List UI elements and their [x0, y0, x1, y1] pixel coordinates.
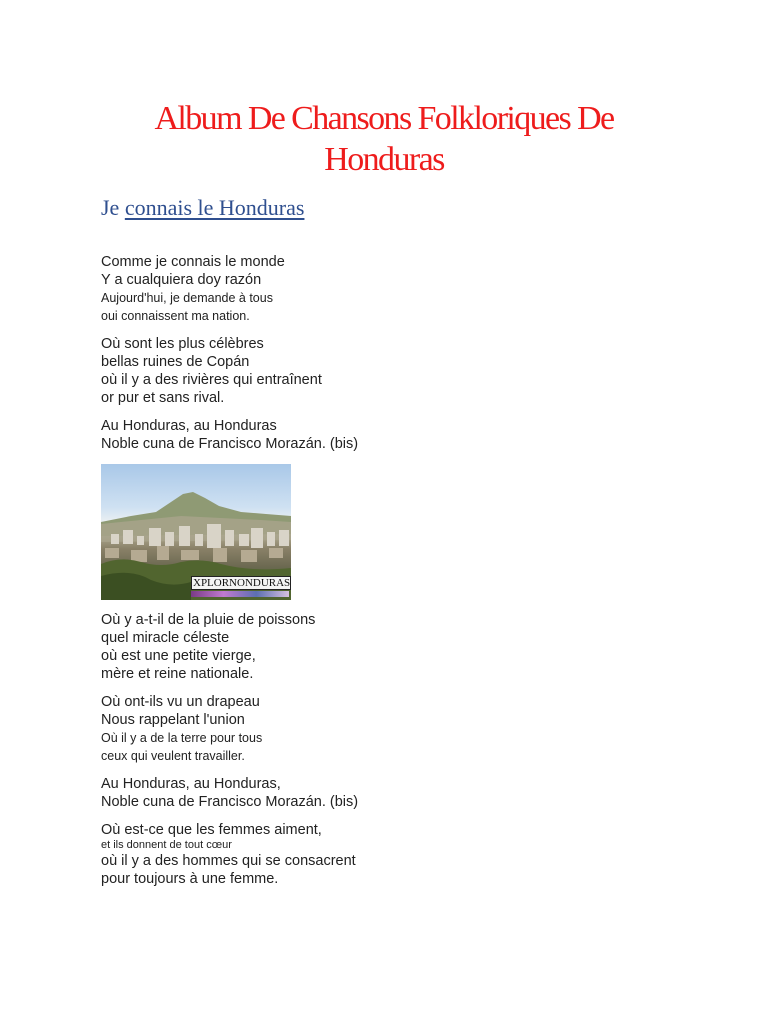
stanza-2 — [101, 335, 322, 407]
lyric-line: et ils donnent de tout cœur — [101, 839, 232, 851]
lyric-line: pour toujours à une femme. — [101, 871, 279, 887]
stanza-4 — [101, 693, 262, 765]
lyric-line: ceux qui veulent travailler. — [101, 749, 245, 763]
chorus-1 — [101, 417, 358, 453]
lyric-line: Comme je connais le monde — [101, 254, 285, 270]
lyric-line: où il y a des rivières qui entraînent — [101, 372, 322, 388]
lyric-line: Où ont-ils vu un drapeau — [101, 694, 260, 710]
lyric-line: mère et reine nationale. — [101, 666, 254, 682]
lyric-line: Où y a-t-il de la pluie de poissons — [101, 612, 316, 628]
lyric-line: oui connaissent ma nation. — [101, 309, 250, 323]
watermark-strip — [191, 591, 289, 597]
title-line-2: Honduras — [324, 141, 444, 178]
lyric-line: Où il y a de la terre pour tous — [101, 731, 263, 745]
song-title — [101, 195, 304, 221]
lyric-line: Y a cualquiera doy razón — [101, 272, 262, 288]
lyric-line: Au Honduras, au Honduras, — [101, 776, 281, 792]
lyric-line: Au Honduras, au Honduras — [101, 418, 277, 434]
lyric-line: or pur et sans rival. — [101, 390, 225, 406]
document-title — [100, 98, 668, 180]
song-title-prefix: Je — [101, 195, 120, 220]
lyric-line: Noble cuna de Francisco Morazán. (bis) — [101, 436, 359, 452]
lyric-line: Nous rappelant l'union — [101, 712, 245, 728]
lyric-line: où il y a des hommes qui se consacrent — [101, 853, 356, 869]
stanza-3 — [101, 611, 315, 683]
lyric-line: quel miracle céleste — [101, 630, 230, 646]
lyric-line: Noble cuna de Francisco Morazán. (bis) — [101, 794, 359, 810]
song-title-link[interactable]: connais le Honduras — [124, 195, 305, 220]
lyric-line: Où est-ce que les femmes aiment, — [101, 822, 322, 838]
title-line-1: Album De Chansons Folkloriques De — [154, 100, 614, 137]
lyric-line: Aujourd'hui, je demande à tous — [101, 291, 273, 305]
photo-watermark: XPLORNONDURAS — [193, 577, 291, 589]
city-photo — [101, 464, 291, 600]
lyric-line: où est une petite vierge, — [101, 648, 256, 664]
stanza-1 — [101, 253, 285, 325]
stanza-5 — [101, 821, 356, 888]
lyric-line: Où sont les plus célèbres — [101, 336, 264, 352]
chorus-2 — [101, 775, 358, 811]
lyric-line: bellas ruines de Copán — [101, 354, 250, 370]
